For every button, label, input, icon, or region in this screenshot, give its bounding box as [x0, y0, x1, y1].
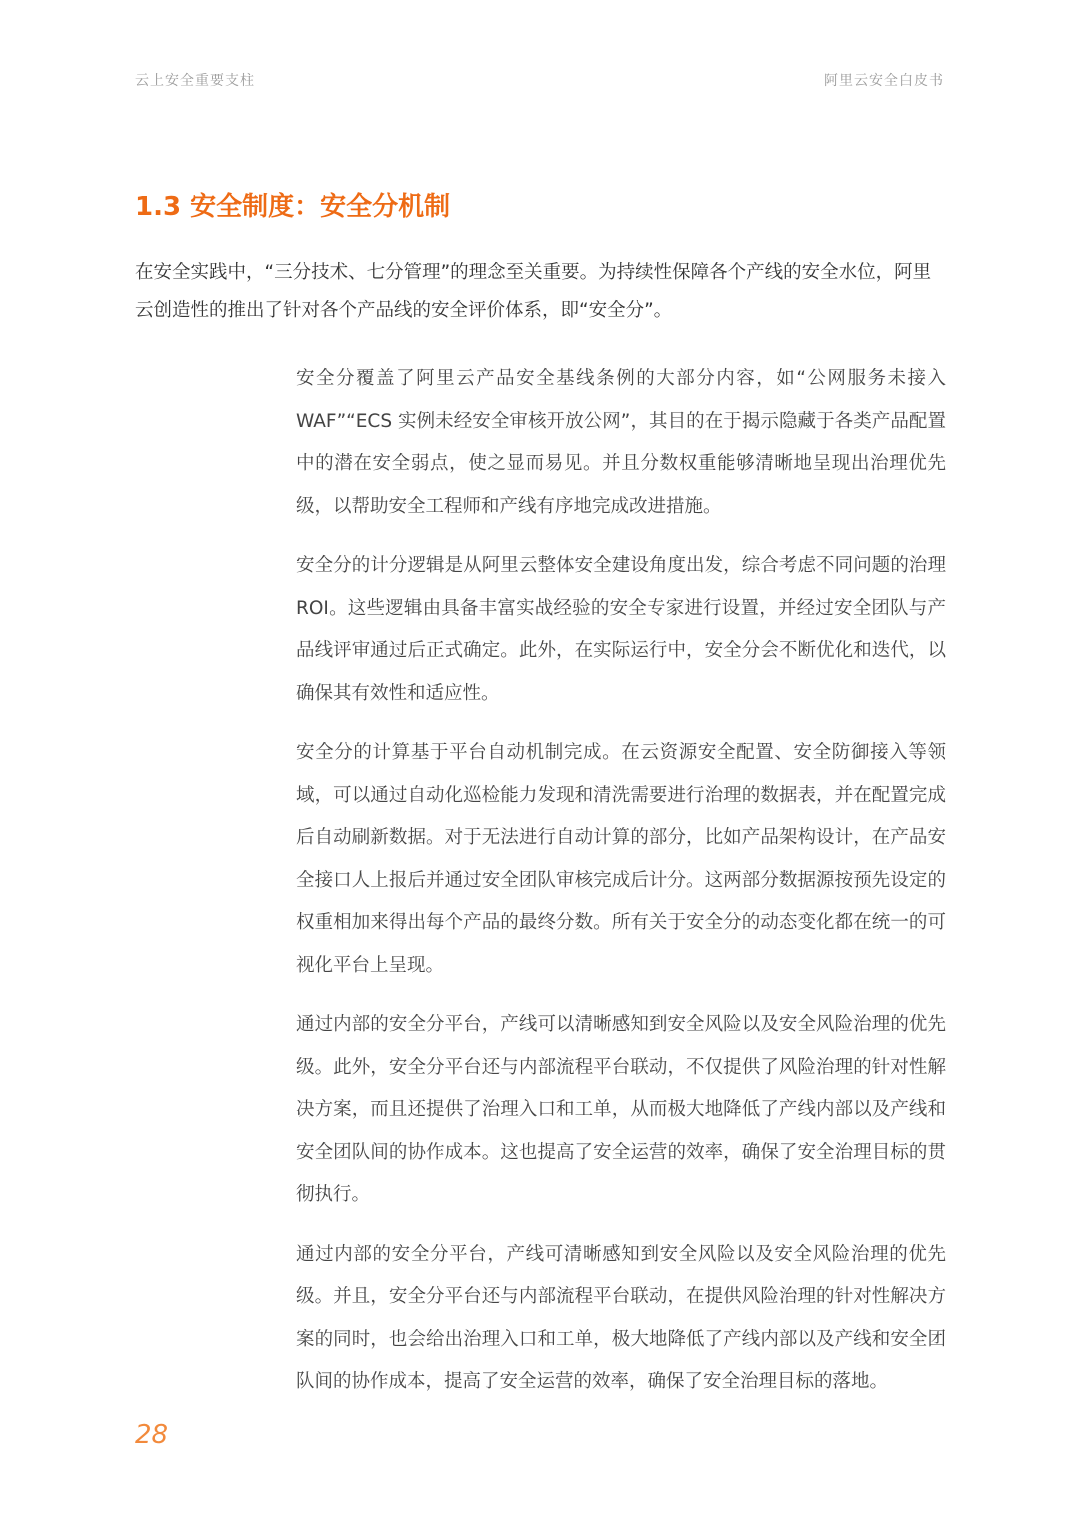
- body-text-block: [296, 358, 946, 1421]
- body-paragraph: 安全分的计分逻辑是从阿里云整体安全建设角度出发，综合考虑不同问题的治理 ROI。这些逻辑由具备丰富实战经验的安全专家进行设置，并经过安全团队与产品线评审通过后正式确定。此外，在实际运行中，安全分会不断优化和迭代，以确保其有效性和适应性。: [296, 555, 946, 704]
- body-paragraph: 安全分覆盖了阿里云产品安全基线条例的大部分内容，如“公网服务未接入WAF”“ECS 实例未经安全审核开放公网”，其目的在于揭示隐藏于各类产品配置中的潜在安全弱点，使之显而易见。并且分数权重能够清晰地呈现出治理优先级，以帮助安全工程师和产线有序地完成改进措施。: [296, 368, 946, 517]
- running-header-document-title: 阿里云安全白皮书: [824, 73, 944, 89]
- page-number: 28: [135, 1420, 169, 1450]
- body-paragraph: 通过内部的安全分平台，产线可以清晰感知到安全风险以及安全风险治理的优先级。此外，安全分平台还与内部流程平台联动，不仅提供了风险治理的针对性解决方案，而且还提供了治理入口和工单，从而极大地降低了产线内部以及产线和安全团队间的协作成本。这也提高了安全运营的效率，确保了安全治理目标的贯彻执行。: [296, 1014, 946, 1205]
- body-paragraph: 通过内部的安全分平台，产线可清晰感知到安全风险以及安全风险治理的优先级。并且，安全分平台还与内部流程平台联动，在提供风险治理的针对性解决方案的同时，也会给出治理入口和工单，极大地降低了产线内部以及产线和安全团队间的协作成本，提高了安全运营的效率，确保了安全治理目标的落地。: [296, 1243, 946, 1392]
- running-header-chapter: 云上安全重要支柱: [135, 73, 255, 89]
- body-paragraph: 安全分的计算基于平台自动机制完成。在云资源安全配置、安全防御接入等领域，可以通过自动化巡检能力发现和清洗需要进行治理的数据表，并在配置完成后自动刷新数据。对于无法进行自动计算的部分，比如产品架构设计，在产品安全接口人上报后并通过安全团队审核完成后计分。这两部分数据源按预先设定的权重相加来得出每个产品的最终分数。所有关于安全分的动态变化都在统一的可视化平台上呈现。: [296, 742, 946, 976]
- intro-paragraph: 在安全实践中，“三分技术、七分管理”的理念至关重要。为持续性保障各个产线的安全水位，阿里云创造性的推出了针对各个产品线的安全评价体系，即“安全分”。: [135, 262, 932, 321]
- section-title: 1.3 安全制度：安全分机制: [135, 192, 451, 222]
